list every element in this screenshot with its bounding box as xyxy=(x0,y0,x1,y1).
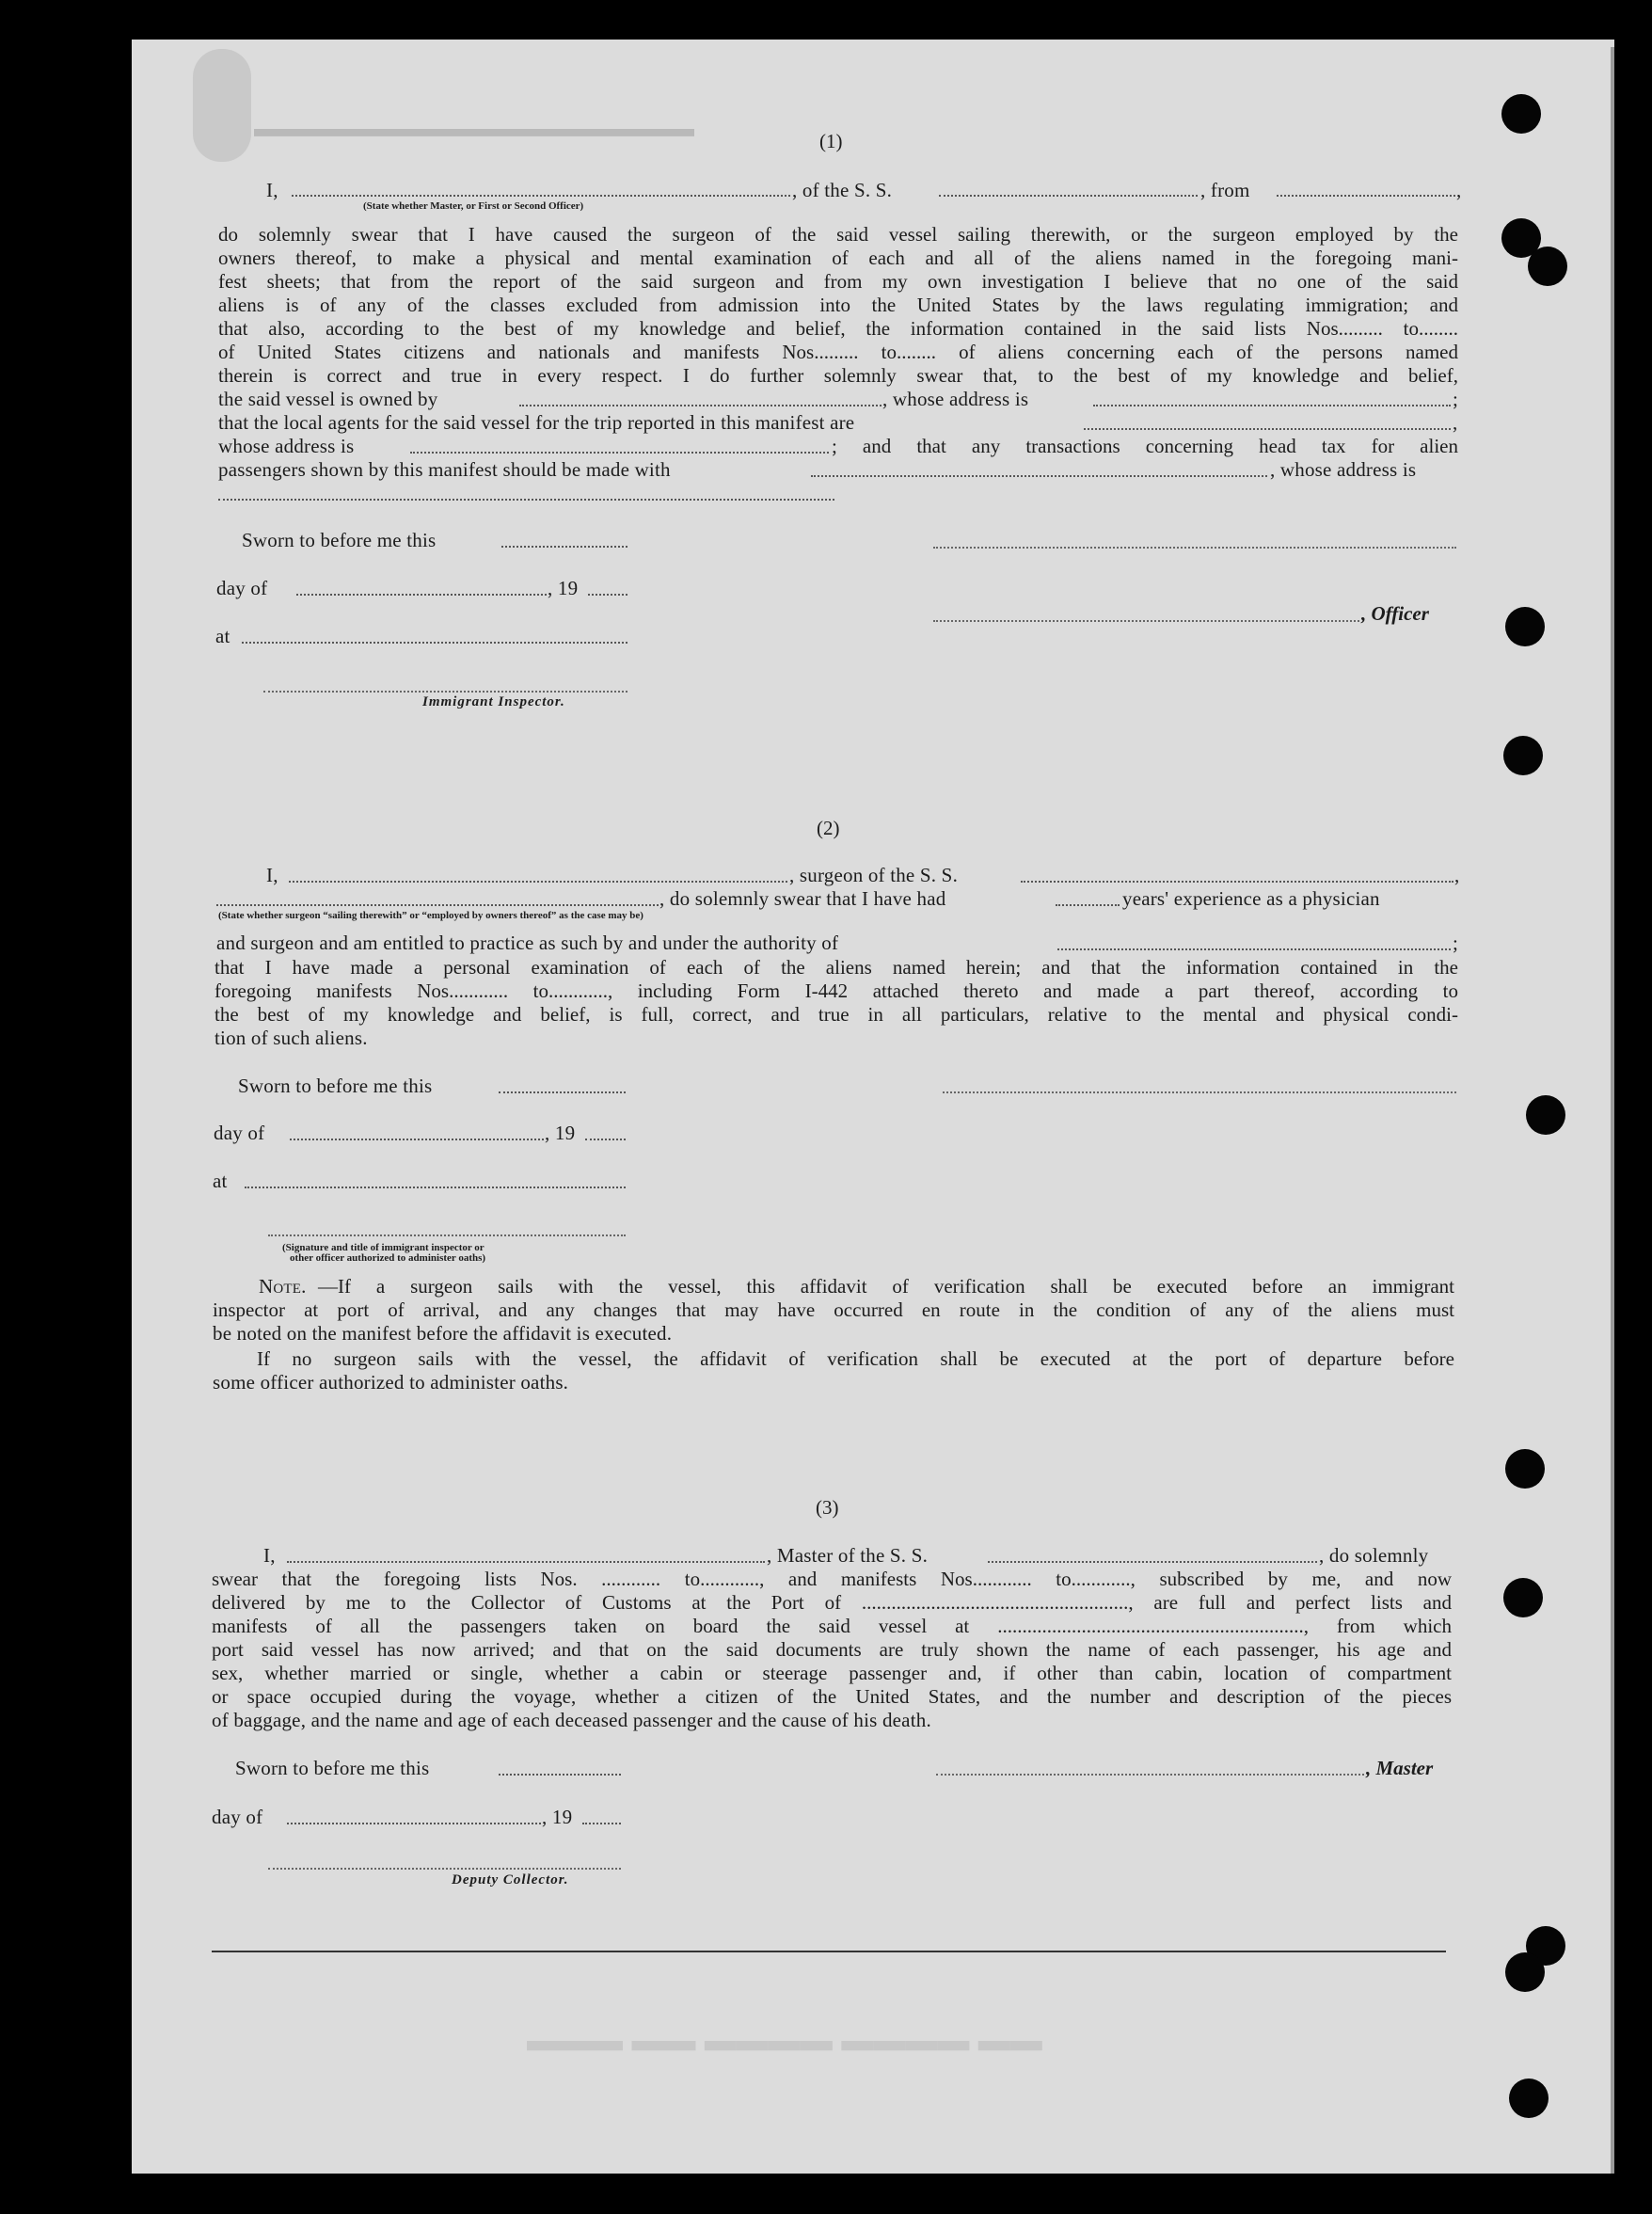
sec3-para-line: sex, whether married or single, whether a cabin or steerage passenger and, if other than cabin, location of compartment xyxy=(212,1662,1452,1684)
sec3-para-line: port said vessel has now arrived; and that on the said documents are truly shown the name of each passenger, his age and xyxy=(212,1638,1452,1661)
sec2-sworn-date-field[interactable] xyxy=(499,1091,626,1093)
surgeon-signature-line[interactable] xyxy=(943,1091,1456,1093)
inspector-signature-line[interactable] xyxy=(263,691,627,693)
sec1-whose-address: whose address is xyxy=(218,435,355,457)
sec2-day-of: day of xyxy=(214,1122,265,1144)
punch-hole xyxy=(1505,1952,1545,1992)
surgeon-hint: (State whether surgeon “sailing therewith” or “employed by owners thereof” as the case may be) xyxy=(218,910,643,921)
sec1-at: at xyxy=(215,625,230,647)
sec1-para-line: therein is correct and true in every respect. I do further solemnly swear that, to the best of my knowledge and belief, xyxy=(218,364,1458,387)
sec2-surgeon-of: , surgeon of the S. S. xyxy=(789,864,959,886)
sec1-head-tax: ; and that any transactions concerning head tax for alien xyxy=(832,435,1458,457)
sec2-semicolon: ; xyxy=(1453,932,1459,954)
sec3-sworn-date-field[interactable] xyxy=(499,1774,621,1776)
sec1-at-field[interactable] xyxy=(242,642,627,644)
sec1-year-field[interactable] xyxy=(588,594,627,596)
sec2-swear: , do solemnly swear that I have had xyxy=(659,887,946,910)
sec2-vessel-field[interactable] xyxy=(1021,881,1453,883)
sec3-master-of: , Master of the S. S. xyxy=(767,1544,929,1567)
sec3-nineteen: , 19 xyxy=(542,1806,573,1828)
note-last: be noted on the manifest before the affidavit is executed. xyxy=(213,1322,673,1345)
inspector-caption: Immigrant Inspector. xyxy=(422,694,565,709)
sec1-para-line: that also, according to the best of my knowledge and belief, the information contained in the said lists Nos......... to........ xyxy=(218,317,1458,340)
sec1-semicolon: ; xyxy=(1453,388,1459,410)
sec3-para-line: swear that the foregoing lists Nos. ............ to............, and manifests Nos............ to............, subscribed by me, and now xyxy=(212,1568,1452,1590)
officer-name-field[interactable] xyxy=(292,195,790,197)
sec1-from: , from xyxy=(1200,179,1250,201)
collector-caption: Deputy Collector. xyxy=(452,1872,569,1887)
sec1-agents: that the local agents for the said vessel for the trip reported in this manifest are xyxy=(218,411,855,434)
bleed-through-mark xyxy=(193,49,251,162)
sec1-sworn-date-field[interactable] xyxy=(501,546,627,548)
vessel-owner-field[interactable] xyxy=(519,405,882,406)
sec1-day-of: day of xyxy=(216,577,268,599)
note-label: Note. xyxy=(259,1275,307,1298)
page-edge-shadow xyxy=(1611,47,1614,2174)
sec1-day-of-field[interactable] xyxy=(296,594,547,596)
head-tax-contact-field[interactable] xyxy=(811,475,1267,477)
sec3-sworn: Sworn to before me this xyxy=(235,1757,430,1779)
sec3-para-line: or space occupied during the voyage, whether a citizen of the United States, and the number and description of the pieces xyxy=(212,1685,1452,1708)
sec1-signature-line[interactable] xyxy=(933,547,1456,549)
sec2-years: years' experience as a physician xyxy=(1122,887,1380,910)
years-experience-field[interactable] xyxy=(1056,904,1120,906)
sec2-para-last: tion of such aliens. xyxy=(214,1027,368,1049)
punch-hole xyxy=(1505,1449,1545,1489)
master-label: , Master xyxy=(1366,1757,1434,1779)
punch-hole xyxy=(1509,2079,1549,2118)
sec3-solemnly: , do solemnly xyxy=(1319,1544,1429,1567)
bottom-rule xyxy=(212,1951,1446,1952)
sig-hint-line-1: (Signature and title of immigrant inspector or xyxy=(282,1242,484,1253)
no-surgeon-line: If no surgeon sails with the vessel, the affidavit of verification shall be executed at the port of departure before xyxy=(257,1347,1454,1370)
sec3-para-line: manifests of all the passengers taken on board the said vessel at .............................................................., from which xyxy=(212,1615,1452,1637)
sec3-day-of: day of xyxy=(212,1806,263,1828)
authority-field[interactable] xyxy=(1057,948,1451,950)
sec1-sworn: Sworn to before me this xyxy=(242,529,437,551)
sec1-comma: , xyxy=(1456,179,1462,201)
sec2-inspector-signature-line[interactable] xyxy=(268,1234,626,1236)
sec2-authority: and surgeon and am entitled to practice as such by and under the authority of xyxy=(216,932,839,954)
no-surgeon-last: some officer authorized to administer oaths. xyxy=(213,1371,569,1394)
vessel-name-field[interactable] xyxy=(939,195,1198,197)
bleed-through-footer: ▬▬ ▬▬▬▬ ▬▬▬▬ ▬▬ ▬▬▬ xyxy=(527,2033,1042,2069)
punch-hole xyxy=(1526,1095,1565,1135)
punch-hole xyxy=(1528,247,1567,286)
punch-hole xyxy=(1503,1578,1543,1617)
sec1-of-ss: , of the S. S. xyxy=(792,179,893,201)
sec1-i: I, xyxy=(266,179,278,201)
sec2-year-field[interactable] xyxy=(585,1139,626,1140)
note-line: inspector at port of arrival, and any changes that may have occurred en route in the condition of any of the aliens must xyxy=(213,1298,1454,1321)
departure-port-field[interactable] xyxy=(1277,195,1455,197)
punch-hole xyxy=(1501,94,1541,134)
master-signature-line[interactable] xyxy=(936,1774,1364,1776)
sec1-nineteen: , 19 xyxy=(548,577,579,599)
sec3-vessel-field[interactable] xyxy=(988,1561,1317,1563)
section-2-number: (2) xyxy=(817,817,840,839)
sec1-owner-address-label: , whose address is xyxy=(882,388,1029,410)
sec2-para-line: the best of my knowledge and belief, is full, correct, and true in all particulars, relative to the mental and physical condi- xyxy=(214,1003,1458,1026)
sec1-para-line: aliens is of any of the classes excluded from admission into the United States by the laws regulating immigration; and xyxy=(218,294,1458,316)
owner-address-field[interactable] xyxy=(1093,405,1451,406)
sec2-nineteen: , 19 xyxy=(545,1122,576,1144)
punch-hole xyxy=(1505,607,1545,646)
officer-hint: (State whether Master, or First or Second Officer) xyxy=(363,200,584,212)
sec2-sworn: Sworn to before me this xyxy=(238,1075,433,1097)
sec1-para-line: owners thereof, to make a physical and mental examination of each and all of the aliens named in the foregoing mani- xyxy=(218,247,1458,269)
sec3-year-field[interactable] xyxy=(582,1823,621,1824)
sec2-at: at xyxy=(213,1170,228,1192)
sec3-para-last: of baggage, and the name and age of each deceased passenger and the cause of his death. xyxy=(212,1709,931,1731)
collector-signature-line[interactable] xyxy=(268,1868,621,1870)
master-name-field[interactable] xyxy=(287,1561,765,1563)
surgeon-status-field[interactable] xyxy=(216,904,659,906)
sec1-owned-by: the said vessel is owned by xyxy=(218,388,438,410)
sec2-day-of-field[interactable] xyxy=(290,1139,544,1140)
section-1-number: (1) xyxy=(819,130,843,152)
sec3-day-of-field[interactable] xyxy=(287,1823,541,1824)
sec1-para-line: do solemnly swear that I have caused the surgeon of the said vessel sailing therewith, or the surgeon employed by the xyxy=(218,223,1458,246)
sec3-i: I, xyxy=(263,1544,276,1567)
officer-signature-line[interactable] xyxy=(933,620,1359,622)
sec2-comma: , xyxy=(1454,864,1460,886)
local-agents-field[interactable] xyxy=(1084,428,1451,430)
punch-hole xyxy=(1503,736,1543,775)
sec1-agents-comma: , xyxy=(1453,411,1458,434)
section-3-number: (3) xyxy=(816,1496,839,1519)
head-tax-address-field[interactable] xyxy=(218,499,834,501)
sec1-para-line: of United States citizens and nationals and manifests Nos......... to........ of aliens concerning each of the persons named xyxy=(218,341,1458,363)
bleed-through-text: ▬▬▬▬▬▬▬▬▬▬▬▬▬▬▬▬▬▬ xyxy=(254,123,694,151)
sec2-para-line: foregoing manifests Nos............ to............, including Form I-442 attached thereto and made a part thereof, according to xyxy=(214,980,1458,1002)
agents-address-field[interactable] xyxy=(410,452,829,454)
sig-hint-line-2: other officer authorized to administer oaths) xyxy=(290,1252,486,1264)
officer-label: , Officer xyxy=(1361,602,1429,625)
sec2-para-line: that I have made a personal examination of each of the aliens named herein; and that the information contained in the xyxy=(214,956,1458,979)
surgeon-name-field[interactable] xyxy=(289,881,787,883)
sec1-para-line: fest sheets; that from the report of the said surgeon and from my own investigation I believe that no one of the said xyxy=(218,270,1458,293)
sec3-para-line: delivered by me to the Collector of Customs at the Port of ......................................................, are full and perfect lists and xyxy=(212,1591,1452,1614)
note-line: —If a surgeon sails with the vessel, this affidavit of verification shall be executed before an immigrant xyxy=(318,1275,1454,1298)
sec2-i: I, xyxy=(266,864,278,886)
sec1-whose-address-is: , whose address is xyxy=(1270,458,1417,481)
sec2-at-field[interactable] xyxy=(245,1187,626,1188)
sec1-passengers: passengers shown by this manifest should be made with xyxy=(218,458,671,481)
